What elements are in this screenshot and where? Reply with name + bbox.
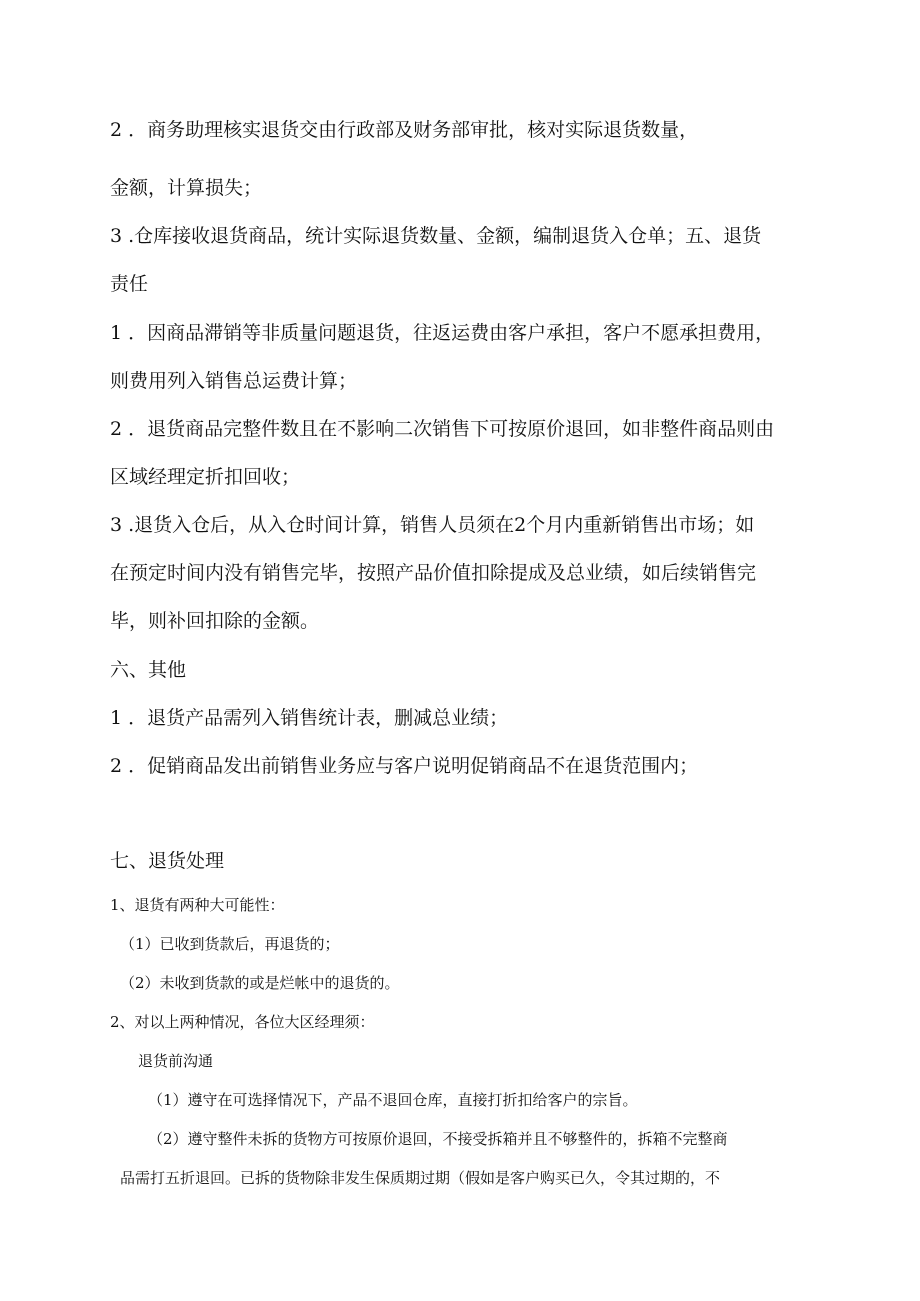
paragraph-line: 金额，计算损失；: [110, 177, 263, 199]
paragraph-line: 2 ．退货商品完整件数且在不影响二次销售下可按原价退回，如非整件商品则由: [110, 418, 775, 440]
paragraph-line: （1）已收到货款后，再退货的；: [120, 935, 340, 953]
section-heading: 七、退货处理: [110, 850, 225, 872]
paragraph-line: （2）遵守整件未拆的货物方可按原价退回，不接受拆箱并且不够整件的，拆箱不完整商: [148, 1130, 728, 1148]
paragraph-line: 1、退货有两种大可能性：: [110, 896, 285, 914]
paragraph-line: 1 ．因商品滞销等非质量问题退货，往返运费由客户承担，客户不愿承担费用，: [110, 322, 775, 344]
section-heading: 六、其他: [110, 659, 187, 681]
paragraph-line: （1）遵守在可选择情况下，产品不退回仓库，直接打折扣给客户的宗旨。: [148, 1091, 638, 1109]
paragraph-line: 3 .退货入仓后，从入仓时间计算，销售人员须在2个月内重新销售出市场；如: [110, 514, 755, 536]
paragraph-line: 则费用列入销售总运费计算；: [110, 370, 358, 392]
paragraph-line: 退货前沟通: [138, 1052, 214, 1070]
paragraph-line: 3 .仓库接收退货商品，统计实际退货数量、金额，编制退货入仓单；五、退货: [110, 225, 762, 247]
paragraph-line: 毕，则补回扣除的金额。: [110, 610, 320, 632]
paragraph-line: 2 ．商务助理核实退货交由行政部及财务部审批，核对实际退货数量，: [110, 119, 699, 141]
paragraph-line: 在预定时间内没有销售完毕，按照产品价值扣除提成及总业绩，如后续销售完: [110, 562, 757, 584]
paragraph-line: （2）未收到货款的或是烂帐中的退货的。: [120, 974, 400, 992]
paragraph-line: 2 ．促销商品发出前销售业务应与客户说明促销商品不在退货范围内；: [110, 755, 699, 777]
paragraph-line: 1 ．退货产品需列入销售统计表，删减总业绩；: [110, 707, 509, 729]
paragraph-line: 责任: [110, 273, 149, 295]
paragraph-line: 品需打五折退回。已拆的货物除非发生保质期过期（假如是客户购买已久，令其过期的，不: [120, 1169, 721, 1187]
paragraph-line: 区域经理定折扣回收；: [110, 466, 301, 488]
paragraph-line: 2、对以上两种情况，各位大区经理须：: [110, 1013, 375, 1031]
